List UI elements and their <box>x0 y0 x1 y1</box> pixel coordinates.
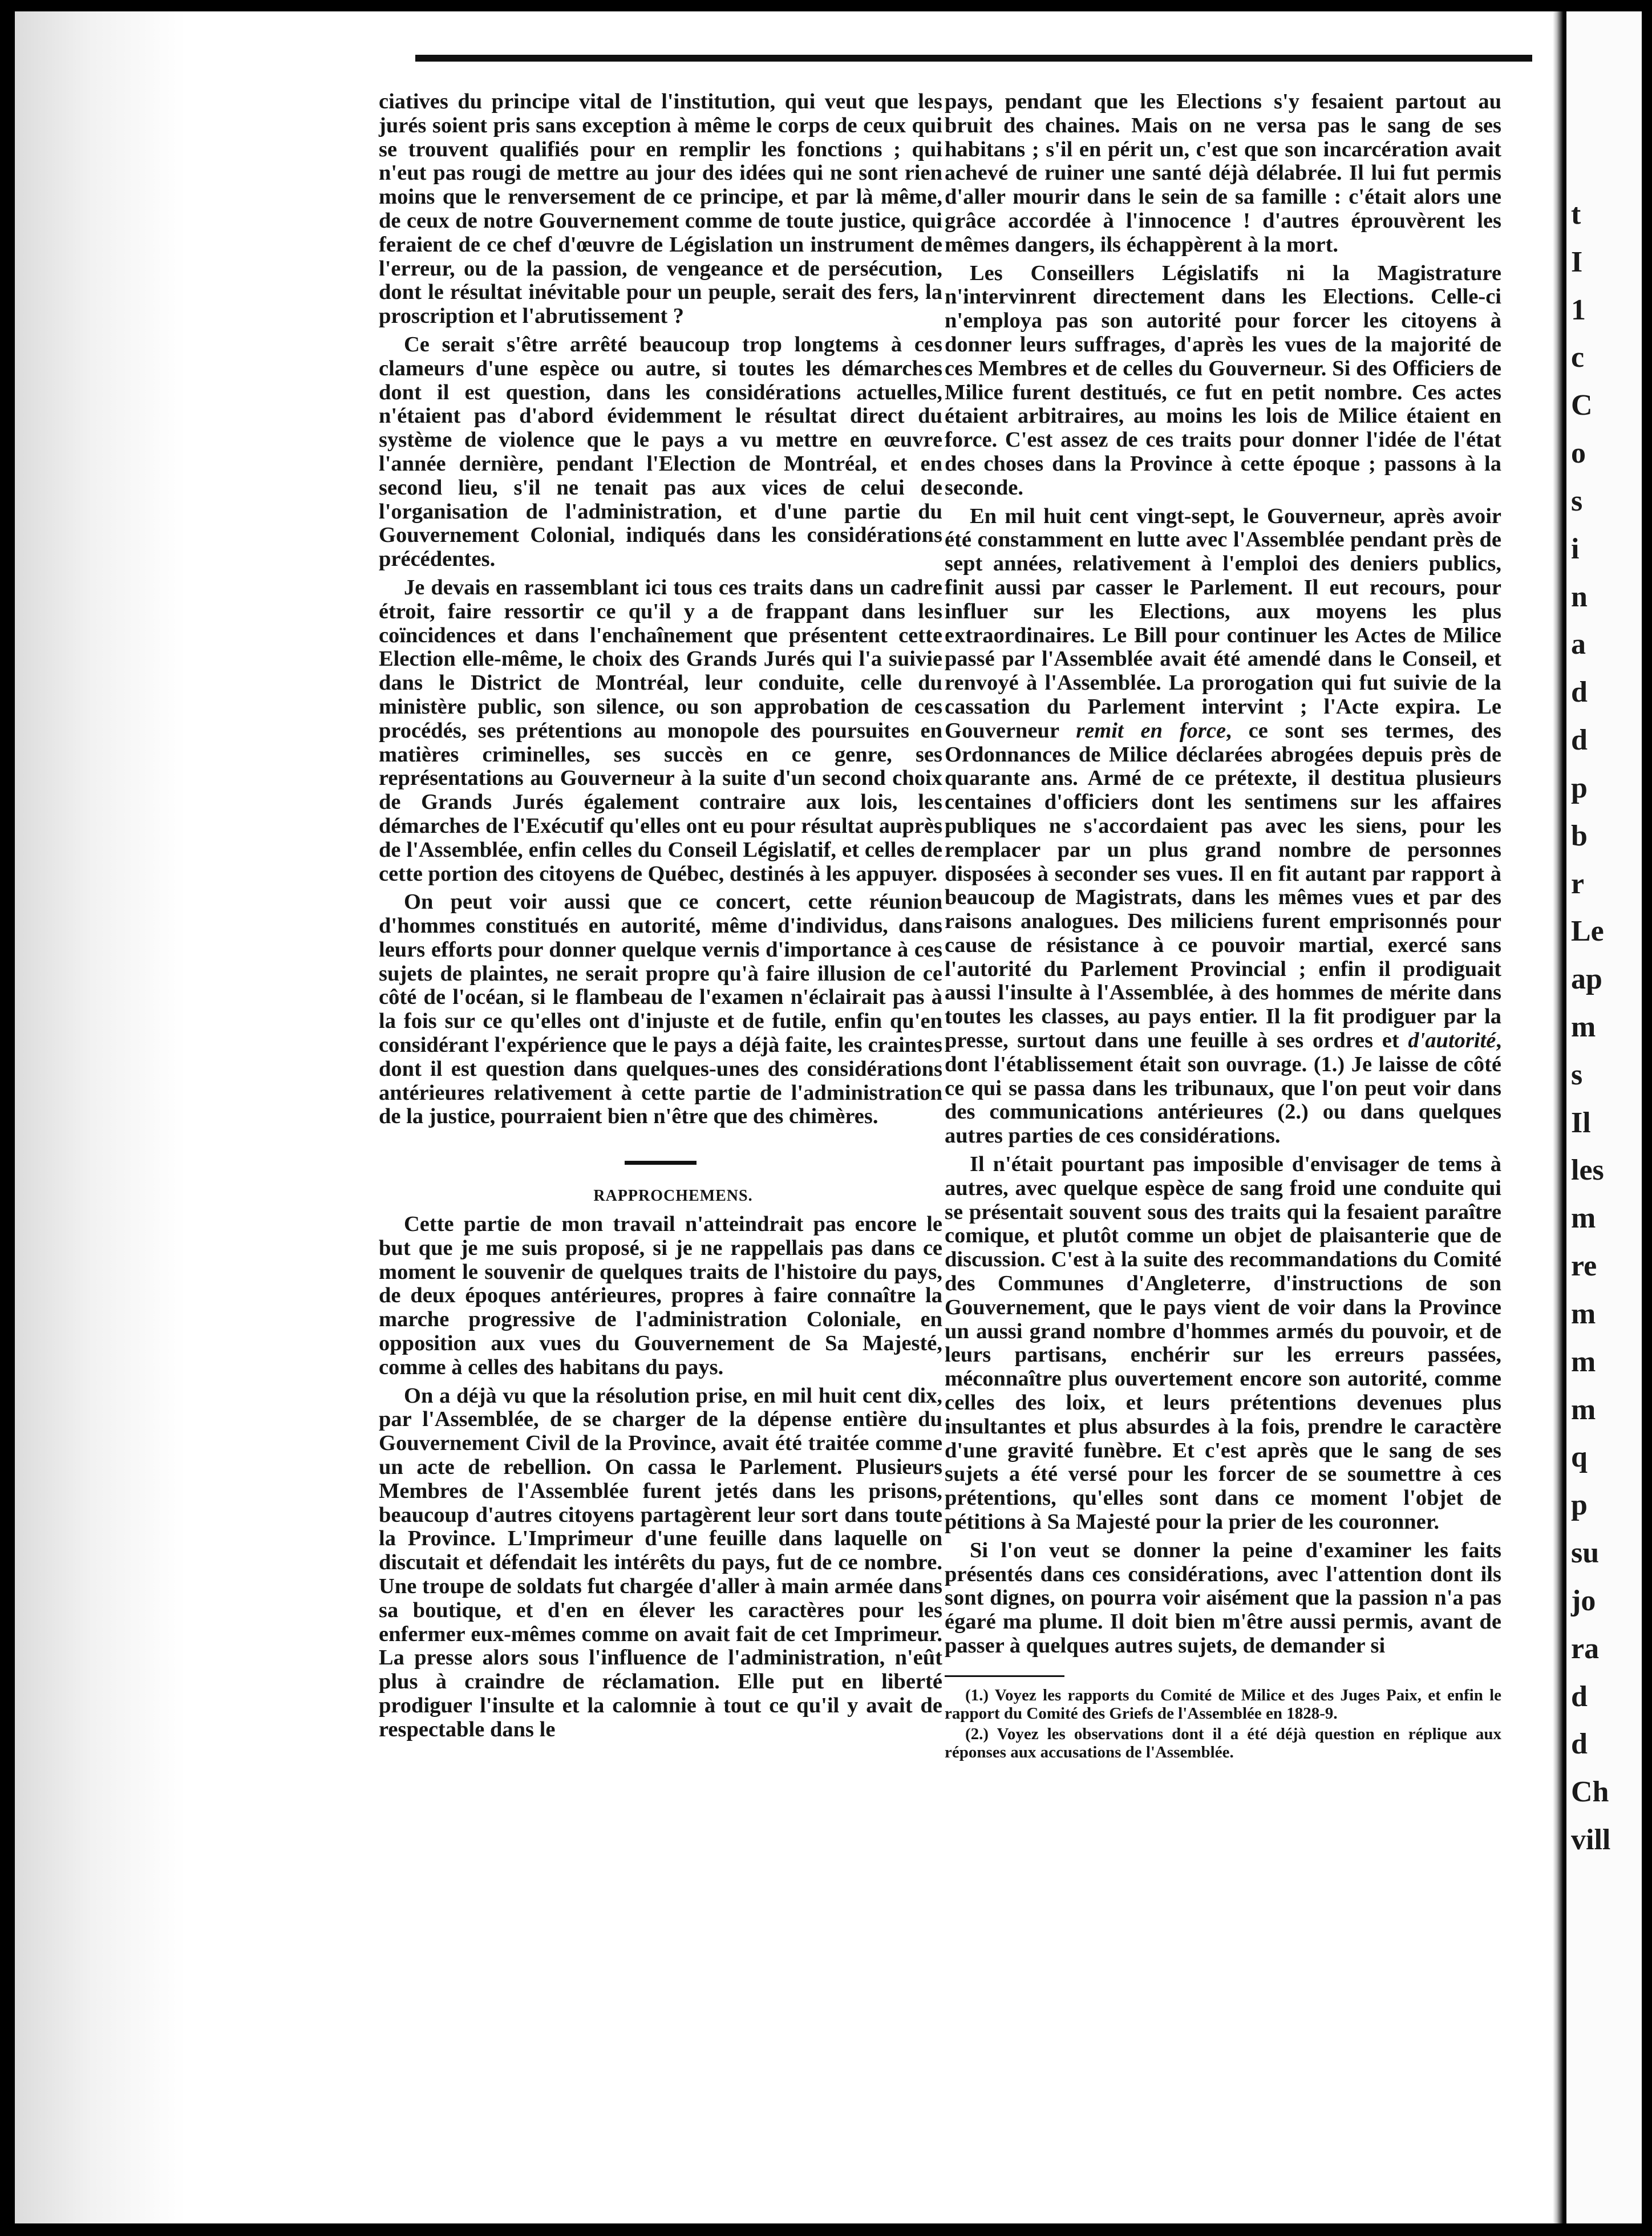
adjacent-page-fragment: ra <box>1571 1633 1600 1665</box>
adjacent-page-fragment: p <box>1571 1489 1588 1521</box>
paragraph: ciatives du principe vital de l'institution, qui veut que les jurés soient pris sans exception à même le corps de ceux qui se trouvent qualifiés pour en remplir les fonctions ; qui n'eut pas rougi de mettre au jour des idées qui ne sont rien moins que le renversement de ce principe, et par là même, de ceux de notre Gouvernement comme de toute justice, qui feraient de ce chef d'œuvre de Législation un instrument de l'erreur, ou de la passion, de vengeance et de persécution, dont le résultat inévitable pour un peuple, serait des fers, la proscription et l'abrutissement ? <box>379 90 942 329</box>
right-text-column <box>945 90 1501 1764</box>
adjacent-page-fragment: b <box>1571 820 1588 852</box>
adjacent-page-fragment: d <box>1571 676 1588 708</box>
paragraph: pays, pendant que les Elections s'y fesaient partout au bruit des chaines. Mais on ne versa pas le sang de ses habitans ; s'il en périt un, c'est que son incarcération avait achevé de ruiner une santé déjà délabrée. Il lui fut permis d'aller mourir dans le sein de sa famille : c'était alors une grâce accordée à l'innocence ! d'autres éprouvèrent les mêmes dangers, ils échappèrent à la mort. <box>945 90 1501 257</box>
footnote-rule <box>945 1675 1064 1677</box>
adjacent-page-fragment: d <box>1571 724 1588 756</box>
paragraph: Si l'on veut se donner la peine d'examiner les faits présentés dans ces considérations, avec l'attention dont ils sont dignes, on pourra voir aisément que la passion n'a pas égaré ma plume. Il doit bien m'être aussi permis, avant de passer à quelques autres sujets, de demander si <box>945 1538 1501 1658</box>
paragraph: On peut voir aussi que ce concert, cette réunion d'hommes constitués en autorité, même d'individus, dans leurs efforts pour donner quelque vernis d'importance à ces sujets de plaintes, ne serait propre qu'à faire illusion de ce côté de l'océan, si le flambeau de l'examen n'éclairait pas à la fois sur ce qu'elles ont d'injuste et de futile, enfin qu'en considérant l'expérience que le pays a déjà faite, les craintes dont il est question dans quelques-unes des considérations antérieures relativement à cette partie de l'administration de la justice, pourraient bien n'être que des chimères. <box>379 890 942 1129</box>
paragraph: Je devais en rassemblant ici tous ces traits dans un cadre étroit, faire ressortir ce qu'il y a de frappant dans les coïncidences et dans l'enchaînement que présentent cette Election elle-même, le choix des Grands Jurés qui l'a suivie dans le District de Montréal, leur conduite, celle du ministère public, son silence, ou son approbation de ces procédés, ses prétentions au monopole des poursuites en matières criminelles, ses succès en ce genre, ses représentations au Gouverneur à la suite d'un second choix de Grands Jurés également contraire aux lois, les démarches de l'Exécutif qu'elles ont eu pour résultat auprès de l'Assemblée, enfin celles du Conseil Législatif, et celles de cette portion des citoyens de Québec, destinés à les appuyer. <box>379 575 942 886</box>
paragraph: Les Conseillers Législatifs ni la Magistrature n'intervinrent directement dans les Elections. Celle-ci n'employa pas son autorité pour forcer les citoyens à donner leurs suffrages, d'après les vues de la majorité de ces Membres et de celles du Gouverneur. Si des Officiers de Milice furent destitués, ce fut en petit nombre. Ces actes étaient arbitraires, au moins les lois de Milice étaient en force. C'est assez de ces traits pour donner l'idée de l'état des choses dans la Province à cette époque ; passons à la seconde. <box>945 261 1501 500</box>
scan-frame-top <box>0 0 1652 11</box>
adjacent-page-fragment: m <box>1571 1346 1596 1378</box>
adjacent-page-fragment: t <box>1571 198 1581 230</box>
paragraph-text: En mil huit cent vingt-sept, le Gouverneur, après avoir été constamment en lutte avec l'Assemblée pendant près de sept années, relativement à l'emploi des deniers publics, finit aussi par casser le Parlement. Il eut recours, pour influer sur les Elections, aux moyens les plus extraordinaires. Le Bill pour continuer les Actes de Milice passé par l'Assemblée avait été amendé dans le Conseil, et renvoyé à l'Assemblée. La prorogation qui fut suivie de la cassation du Parlement intervint ; l'Acte expira. Le Gouverneur <box>945 504 1501 743</box>
adjacent-page-fragment: su <box>1571 1537 1600 1569</box>
italic-phrase: d'autorité <box>1408 1028 1496 1053</box>
adjacent-page-fragment: les <box>1571 1154 1604 1186</box>
adjacent-page-fragment: m <box>1571 1298 1596 1330</box>
paragraph: On a déjà vu que la résolution prise, en mil huit cent dix, par l'Assemblée, de se charger de la dépense entière du Gouvernement Civil de la Province, avait été traitée comme un acte de rebellion. On cassa le Parlement. Plusieurs Membres de l'Assemblée furent jetés dans les prisons, beaucoup d'autres citoyens partagèrent leur sort dans toute la Province. L'Imprimeur d'une feuille dans laquelle on discutait et défendait les intérêts du pays, fut de ce nombre. Une troupe de soldats fut chargée d'aller à main armée dans sa boutique, et d'en en élever les caractères pour les enfermer eux-mêmes comme on avait fait de cet Imprimeur. La presse alors sous l'influence de l'administration, n'eût plus à craindre de réclamation. Elle put en liberté prodiguer l'insulte et la calomnie à tout ce qu'il y avait de respectable dans le <box>379 1383 942 1741</box>
header-rule <box>415 55 1532 62</box>
footnote: (2.) Voyez les observations dont il a été déjà question en réplique aux réponses aux accusations de l'Assemblée. <box>945 1724 1501 1761</box>
adjacent-page-fragment: re <box>1571 1250 1597 1282</box>
footnote: (1.) Voyez les rapports du Comité de Milice et des Juges Paix, et enfin le rapport du Comité des Griefs de l'Assemblée en 1828-9. <box>945 1686 1501 1723</box>
scan-frame-right <box>1642 0 1652 2236</box>
scan-frame-left <box>0 0 15 2236</box>
left-text-column <box>379 90 942 1747</box>
paragraph: Il n'était pourtant pas imposible d'envisager de tems à autres, avec quelque espèce de sang froid une conduite qui se présentait souvent sous des traits qui la fesaient paraître comique, et plutôt comme un objet de plaisanterie que de discussion. C'est à la suite des recommandations du Comité des Communes d'Angleterre, d'instructions de son Gouvernement, que le pays vient de voir dans la Province un aussi grand nombre d'hommes armés du pouvoir, et de leurs partisans, enchérir sur les erreurs passées, méconnaître plus ouvertement encore son autorité, comme celles des loix, et leurs prétentions devenues plus insultantes et plus absurdes à la fois, prendre le caractère d'une gravité funèbre. Et c'est après que le sang de ses sujets a été versé pour les forcer de se soumettre à ces prétentions, qu'elles sont dans ce moment l'objet de pétitions à Sa Majesté pour la prier de les couronner. <box>945 1152 1501 1534</box>
adjacent-page-fragment: r <box>1571 868 1585 900</box>
adjacent-page-fragment: Il <box>1571 1107 1591 1139</box>
paragraph <box>945 505 1501 1149</box>
adjacent-page-fragment: o <box>1571 437 1586 469</box>
adjacent-page-fragment: ap <box>1571 963 1602 995</box>
italic-phrase: remit en force <box>1076 718 1226 743</box>
adjacent-page-fragment: a <box>1571 628 1586 661</box>
paragraph: Ce serait s'être arrêté beaucoup trop longtems à ces clameurs d'une espèce ou autre, si toutes les démarches dont il est question, dans les considérations actuelles, n'étaient pas d'abord évidemment le résultat direct du système de violence que le pays a vu mettre en œuvre l'année dernière, pendant l'Election de Montréal, et en second lieu, s'il ne tenait pas aux vices de celui de l'organisation de l'administration, et d'une partie du Gouvernement Colonial, indiqués dans les considérations précédentes. <box>379 332 942 572</box>
adjacent-page-fragment: m <box>1571 1394 1596 1426</box>
scan-frame-bottom <box>0 2223 1652 2236</box>
adjacent-page-fragment: n <box>1571 581 1588 613</box>
adjacent-page-fragment: C <box>1571 389 1593 422</box>
adjacent-page-fragment: Le <box>1571 915 1604 947</box>
adjacent-page-fragment: vill <box>1571 1824 1611 1856</box>
adjacent-page-fragment: jo <box>1571 1585 1596 1617</box>
page-gutter-edge <box>1553 11 1566 2223</box>
adjacent-page-fragment: s <box>1571 1059 1583 1091</box>
adjacent-page-fragment: m <box>1571 1011 1596 1043</box>
adjacent-page-fragment: 1 <box>1571 294 1586 326</box>
adjacent-page-fragment: Ch <box>1571 1776 1609 1808</box>
footnotes <box>945 1686 1501 1761</box>
adjacent-page-fragment: q <box>1571 1441 1588 1473</box>
adjacent-page-fragment: p <box>1571 772 1588 804</box>
adjacent-page-fragment: i <box>1571 533 1580 565</box>
page-margin-shadow <box>15 11 186 2223</box>
adjacent-page-fragment: m <box>1571 1202 1596 1234</box>
section-divider <box>625 1161 697 1165</box>
section-heading: RAPPROCHEMENS. <box>593 1187 753 1205</box>
adjacent-page-fragment: I <box>1571 246 1583 278</box>
adjacent-page-strip <box>1566 11 1642 2223</box>
paragraph-text: , ce sont ses termes, des Ordonnances de Milice déclarées abrogées depuis près de quarante ans. Armé de ce prétexte, il destitua plusieurs centaines d'officiers dont les sentimens sur les affaires publiques ne s'accordaient pas avec les siens, pour les remplacer par un plus grand nombre de personnes disposées à seconder ses vues. Il en fit autant par rapport à beaucoup de Magistrats, dans les mêmes vues et par des raisons analogues. Des miliciens furent emprisonnés pour cause de résistance à ce pouvoir martial, exercé sans l'autorité du Parlement Provincial ; enfin il prodiguait aussi l'insulte à l'Assemblée, à des hommes de mérite dans toutes les classes, au pays entier. Il la fit prodiguer par la presse, surtout dans une feuille à ses ordres et <box>945 718 1501 1053</box>
adjacent-page-fragment: c <box>1571 341 1585 374</box>
paragraph: Cette partie de mon travail n'atteindrait pas encore le but que je me suis proposé, si je ne rappellais pas dans ce moment le souvenir de quelques traits de l'histoire du pays, de deux époques antérieures, propres à faire connaître la marche progressive de l'administration Coloniale, en opposition aux vues du Gouvernement de Sa Majesté, comme à celles des habitans du pays. <box>379 1212 942 1379</box>
adjacent-page-fragment: d <box>1571 1728 1588 1760</box>
adjacent-page-fragment: s <box>1571 485 1583 517</box>
adjacent-page-fragment: d <box>1571 1680 1588 1713</box>
paragraph-text: , dont l'établissement était son ouvrage. (1.) Je laisse de côté ce qui se passa dans les tribunaux, que l'on peut voir dans des communications antérieures (2.) ou dans quelques autres parties de ces considérations. <box>945 1028 1502 1148</box>
